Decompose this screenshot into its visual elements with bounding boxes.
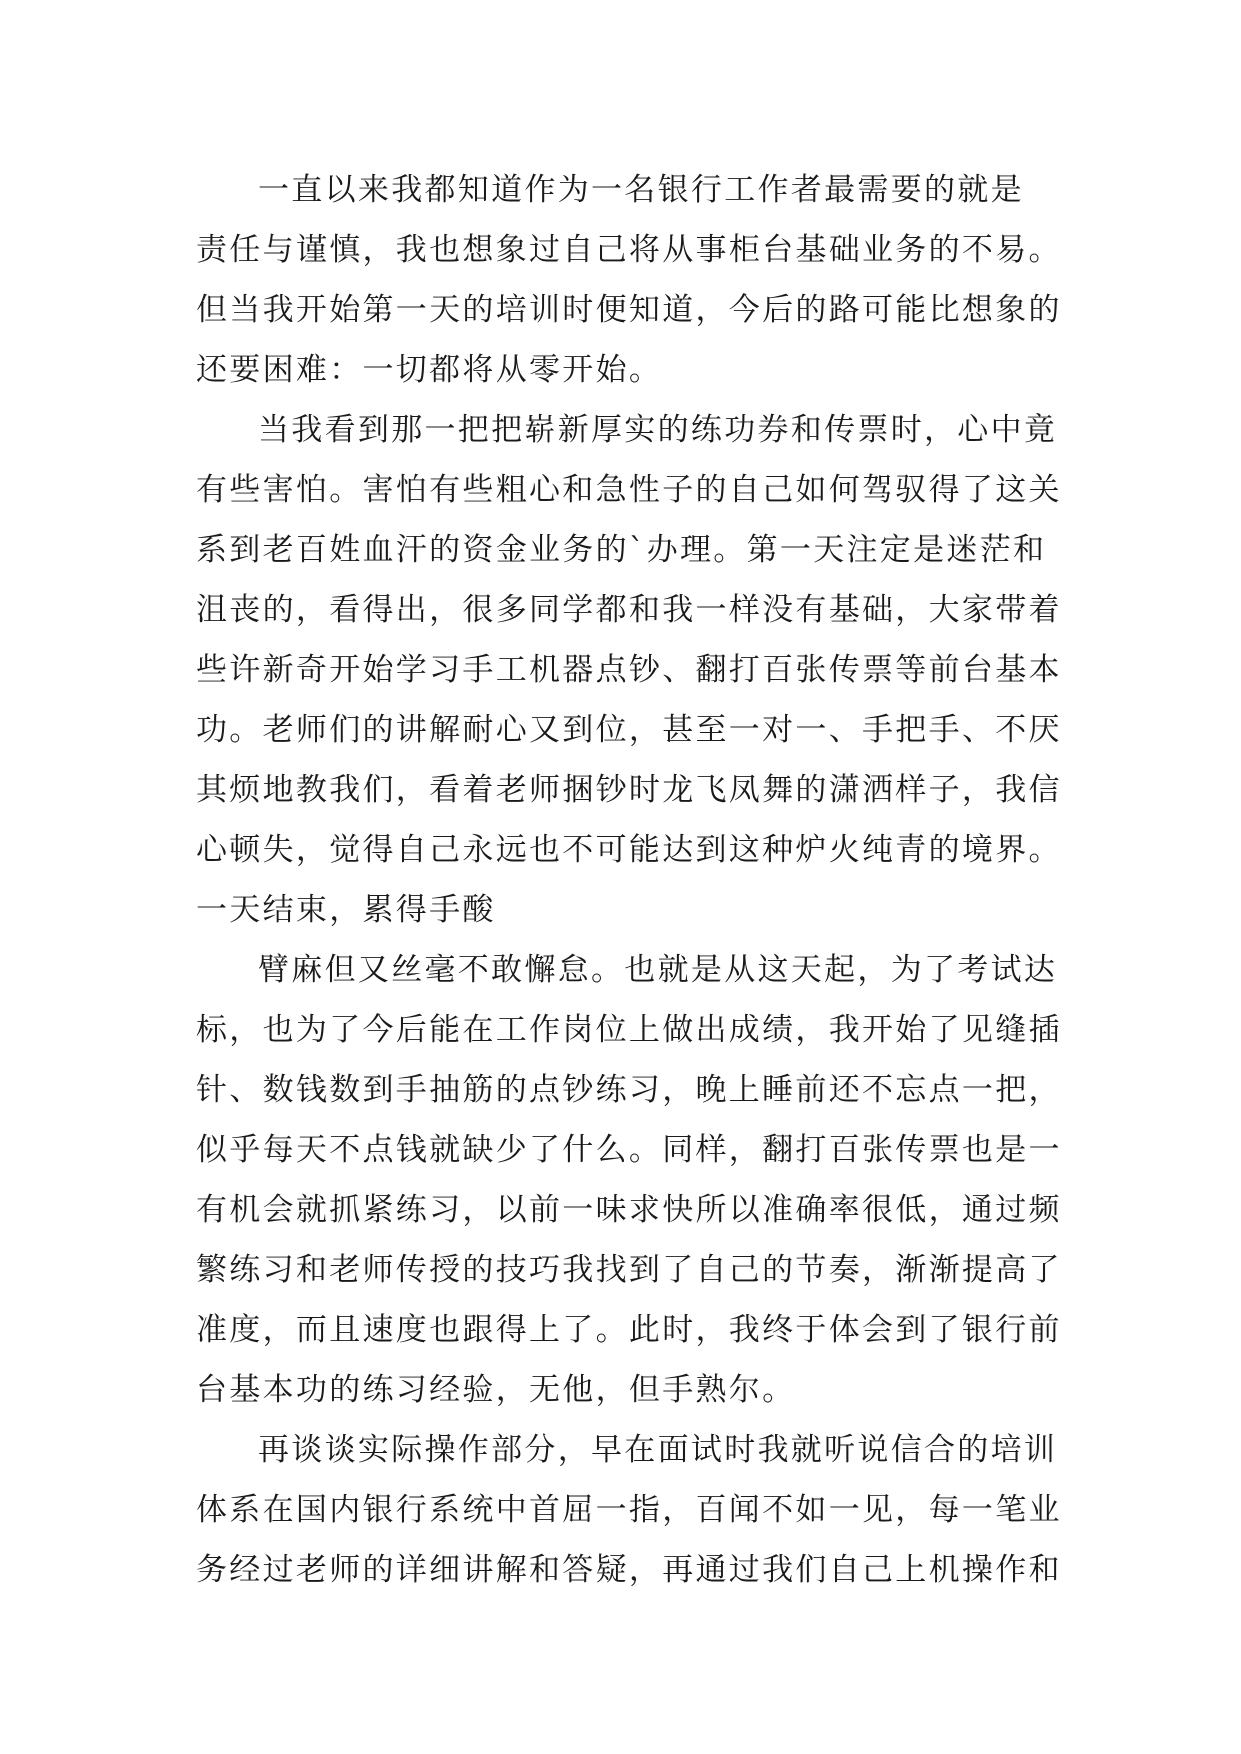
document-body [196, 160, 1076, 1600]
text-line: 务经过老师的详细讲解和答疑，再通过我们自己上机操作和 [196, 1552, 1062, 1588]
text-line: 繁练习和老师传授的技巧我找到了自己的节奏，渐渐提高了 [196, 1252, 1062, 1288]
text-line: 些许新奇开始学习手工机器点钞、翻打百张传票等前台基本 [196, 652, 1062, 688]
text-line: 功。老师们的讲解耐心又到位，甚至一对一、手把手、不厌 [196, 712, 1062, 748]
text-line: 还要困难：一切都将从零开始。 [196, 352, 663, 388]
text-line: 标，也为了今后能在工作岗位上做出成绩，我开始了见缝插 [196, 1012, 1062, 1048]
text-line: 沮丧的，看得出，很多同学都和我一样没有基础，大家带着 [196, 592, 1062, 628]
text-line: 台基本功的练习经验，无他，但手熟尔。 [196, 1372, 796, 1408]
text-line: 体系在国内银行系统中首屈一指，百闻不如一见，每一笔业 [196, 1492, 1062, 1528]
text-line: 当我看到那一把把崭新厚实的练功券和传票时，心中竟 [258, 412, 1058, 448]
text-line: 臂麻但又丝毫不敢懈怠。也就是从这天起，为了考试达 [258, 952, 1058, 988]
text-line: 再谈谈实际操作部分，早在面试时我就听说信合的培训 [258, 1432, 1058, 1468]
text-line: 一天结束，累得手酸 [196, 892, 496, 928]
text-line: 但当我开始第一天的培训时便知道，今后的路可能比想象的 [196, 292, 1062, 328]
text-line: 责任与谨慎，我也想象过自己将从事柜台基础业务的不易。 [196, 232, 1062, 268]
text-line: 心顿失，觉得自己永远也不可能达到这种炉火纯青的境界。 [196, 832, 1062, 868]
text-line: 系到老百姓血汗的资金业务的`办理。第一天注定是迷茫和 [196, 532, 1047, 568]
text-line: 准度，而且速度也跟得上了。此时，我终于体会到了银行前 [196, 1312, 1062, 1348]
text-line: 有机会就抓紧练习，以前一味求快所以准确率很低，通过频 [196, 1192, 1062, 1228]
text-line: 针、数钱数到手抽筋的点钞练习，晚上睡前还不忘点一把， [196, 1072, 1062, 1108]
text-line: 似乎每天不点钱就缺少了什么。同样，翻打百张传票也是一 [196, 1132, 1062, 1168]
text-line: 一直以来我都知道作为一名银行工作者最需要的就是 [258, 172, 1024, 208]
text-line: 其烦地教我们，看着老师捆钞时龙飞凤舞的潇洒样子，我信 [196, 772, 1062, 808]
text-line: 有些害怕。害怕有些粗心和急性子的自己如何驾驭得了这关 [196, 472, 1062, 508]
